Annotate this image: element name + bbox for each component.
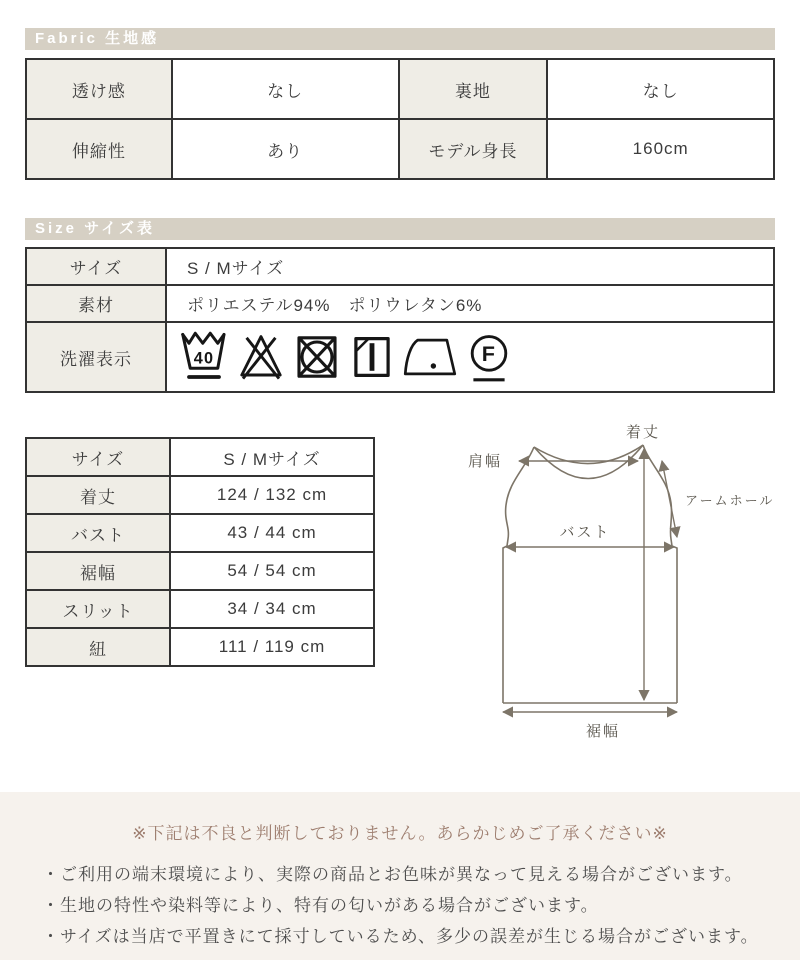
care-icons-cell	[166, 322, 774, 392]
fabric-value-sheerness: なし	[172, 59, 399, 119]
measurement-table	[25, 437, 375, 667]
table-row	[26, 514, 374, 552]
garment-right-side	[643, 445, 677, 703]
measure-value-size: S / Mサイズ	[170, 438, 374, 476]
notice-item: ・サイズは当店で平置きにて採寸しているため、多少の誤差が生じる場合がございます。	[42, 927, 759, 946]
size-label: サイズ	[26, 248, 166, 285]
armhole-arrow	[662, 461, 677, 537]
measure-value-length: 124 / 132 cm	[170, 476, 374, 514]
table-row	[26, 248, 774, 285]
measure-value-hem-width: 54 / 54 cm	[170, 552, 374, 590]
table-row	[26, 119, 774, 179]
measure-label-length: 着丈	[26, 476, 170, 514]
care-label: 洗濯表示	[26, 322, 166, 392]
svg-text:F: F	[481, 341, 497, 367]
measure-value-slit: 34 / 34 cm	[170, 590, 374, 628]
wash-40-icon	[179, 328, 229, 386]
measure-label-hem-width: 裾幅	[26, 552, 170, 590]
table-row	[26, 322, 774, 392]
table-row	[26, 476, 374, 514]
size-info-table	[25, 247, 775, 393]
garment-front-neckline	[534, 445, 643, 479]
svg-text:40: 40	[193, 349, 215, 368]
table-row	[26, 438, 374, 476]
measure-value-bust: 43 / 44 cm	[170, 514, 374, 552]
measure-label-slit: スリット	[26, 590, 170, 628]
fabric-label-stretch: 伸縮性	[26, 119, 172, 179]
garment-left-side	[503, 447, 534, 703]
notice-list	[42, 859, 800, 952]
measure-label-bust: バスト	[26, 514, 170, 552]
dryclean-f-icon	[465, 328, 513, 386]
diagram-label-bust: バスト	[559, 524, 611, 541]
line-dry-in-shade-icon	[349, 328, 395, 386]
diagram-label-hem: 裾幅	[585, 723, 621, 740]
garment-measure-diagram	[425, 415, 795, 760]
size-section-title: Size サイズ表	[25, 218, 775, 240]
size-value: S / Mサイズ	[166, 248, 774, 285]
fabric-table	[25, 58, 775, 180]
table-row	[26, 628, 374, 666]
diagram-label-shoulder: 肩幅	[467, 453, 503, 470]
fabric-value-lining: なし	[547, 59, 774, 119]
notice-heading: ※下記は不良と判断しておりません。あらかじめご了承ください※	[132, 824, 668, 843]
material-value: ポリエステル94% ポリウレタン6%	[166, 285, 774, 322]
table-row	[26, 590, 374, 628]
material-label: 素材	[26, 285, 166, 322]
fabric-value-stretch: あり	[172, 119, 399, 179]
diagram-label-length: 着丈	[625, 424, 661, 441]
fabric-label-sheerness: 透け感	[26, 59, 172, 119]
fabric-label-model-height: モデル身長	[399, 119, 548, 179]
table-row	[26, 552, 374, 590]
measure-label-strap: 紐	[26, 628, 170, 666]
fabric-label-lining: 裏地	[399, 59, 548, 119]
table-row	[26, 59, 774, 119]
measure-value-strap: 111 / 119 cm	[170, 628, 374, 666]
table-row	[26, 285, 774, 322]
iron-low-icon	[403, 328, 457, 386]
notice-item: ・生地の特性や染料等により、特有の匂いがある場合がございます。	[42, 896, 599, 915]
notice-item: ・ご利用の端末環境により、実際の商品とお色味が異なって見える場合がございます。	[42, 865, 743, 884]
measure-label-size: サイズ	[26, 438, 170, 476]
fabric-value-model-height: 160cm	[547, 119, 774, 179]
no-tumble-dry-icon	[293, 328, 341, 386]
diagram-label-armhole: アームホール	[685, 493, 775, 508]
no-bleach-icon	[237, 328, 285, 386]
notice-section	[0, 792, 800, 960]
fabric-section-title: Fabric 生地感	[25, 28, 775, 50]
